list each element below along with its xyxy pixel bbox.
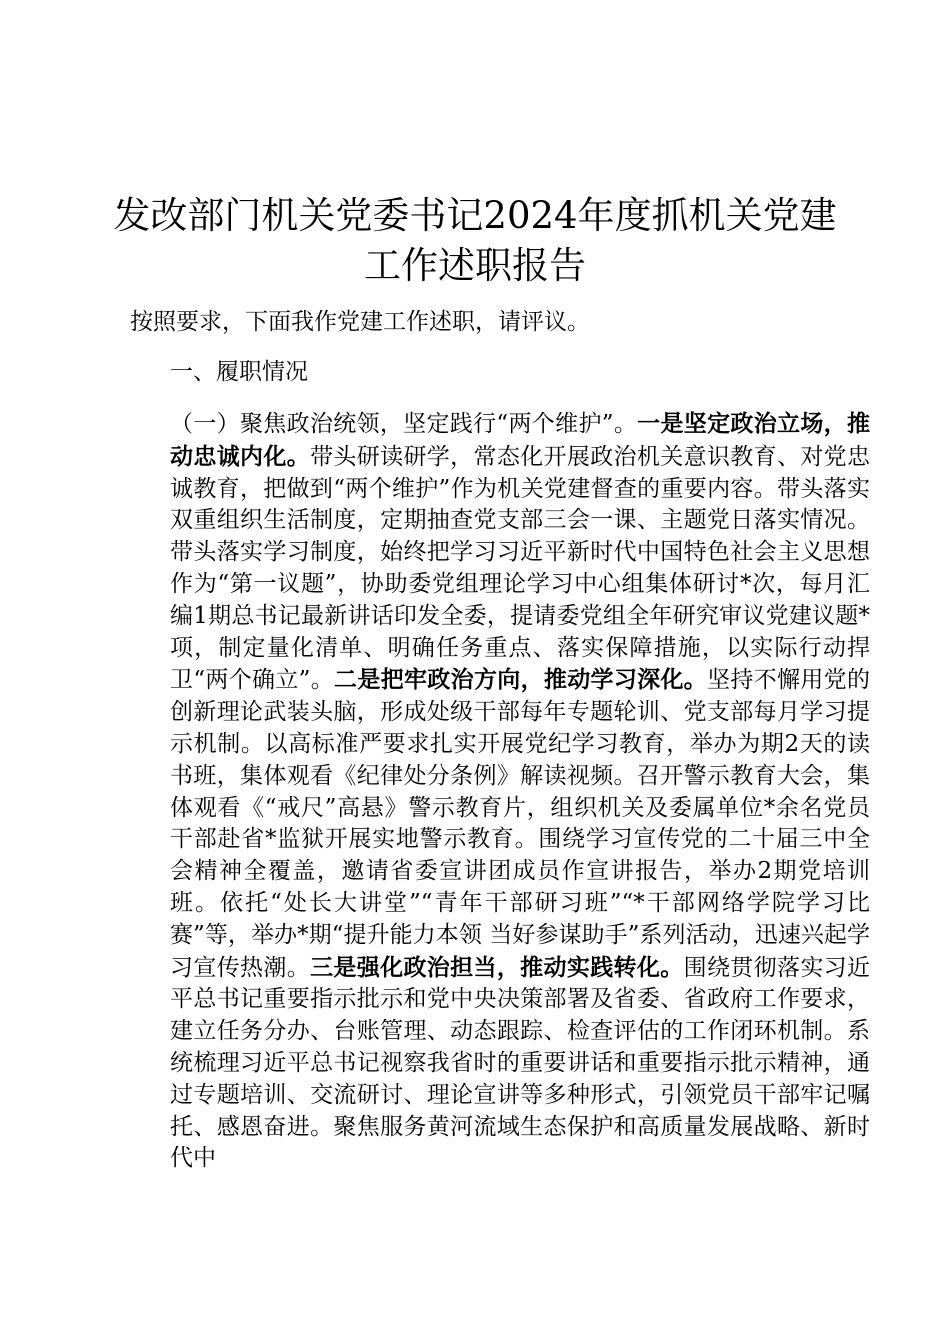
document-title bbox=[100, 191, 850, 291]
body-text-4: 围绕贯彻落实习近平总书记重要指示批示和党中央决策部署及省委、省政府工作要求，建立任务分办、台账管理、动态跟踪、检查评估的工作闭环机制。系统梳理习近平总书记视察我省时的重要讲话和重要指示批示精神，通过专题培训、交流研讨、理论宣讲等多种形式，引领党员干部牢记嘱托、感恩奋进。聚焦服务黄河流域生态保护和高质量发展战略、新时代中 bbox=[170, 954, 871, 1172]
body-text-3: 坚持不懈用党的创新理论武装头脑，形成处级干部每年专题轮训、党支部每月学习提示机制。以高标准严要求扎实开展党纪学习教育，举办为期2天的读书班，集体观看《纪律处分条例》解读视频。召开警示教育大会，集体观看《“戒尺”高悬》警示教育片，组织机关及委属单位*余名党员干部赴省*监狱开展实地警示教育。围绕学习宣传党的二十届三中全会精神全覆盖，邀请省委宣讲团成员作宣讲报告，举办2期党培训班。依托“处长大讲堂”“青年干部研习班”“*干部网络学院学习比赛”等，举办*期“提升能力本领 当好参谋助手”系列活动，迅速兴起学习宣传热潮。 bbox=[170, 667, 871, 981]
title-line-2: 工作述职报告 bbox=[364, 243, 586, 287]
bold-point-2: 二是把牢政治方向，推动学习深化。 bbox=[334, 666, 708, 694]
section-heading: 一、履职情况 bbox=[170, 359, 308, 385]
intro-paragraph: 按照要求，下面我作党建工作述职，请评议。 bbox=[130, 309, 590, 335]
body-paragraph bbox=[130, 408, 870, 1175]
body-text-1: （一）聚焦政治统领，坚定践行“两个维护”。 bbox=[170, 411, 638, 437]
bold-point-1: 一是坚定政治立场，推动忠诚内化。 bbox=[170, 410, 870, 470]
bold-point-3: 三是强化政治担当，推动实践转化。 bbox=[310, 953, 684, 981]
body-text-2: 带头研读研学，常态化开展政治机关意识教育、对党忠诚教育，把做到“两个维护”作为机关党建督查的重要内容。带头落实双重组织生活制度，定期抽查党支部三会一课、主题党日落实情况。带头落实学习制度，始终把学习习近平新时代中国特色社会主义思想作为“第一议题”，协助委党组理论学习中心组集体研讨*次，每月汇编1期总书记最新讲话印发全委，提请委党组全年研究审议党建议题*项，制定量化清单、明确任务重点、落实保障措施，以实际行动捍卫“两个确立”。 bbox=[170, 443, 871, 694]
title-line-1: 发改部门机关党委书记2024年度抓机关党建 bbox=[113, 193, 837, 237]
